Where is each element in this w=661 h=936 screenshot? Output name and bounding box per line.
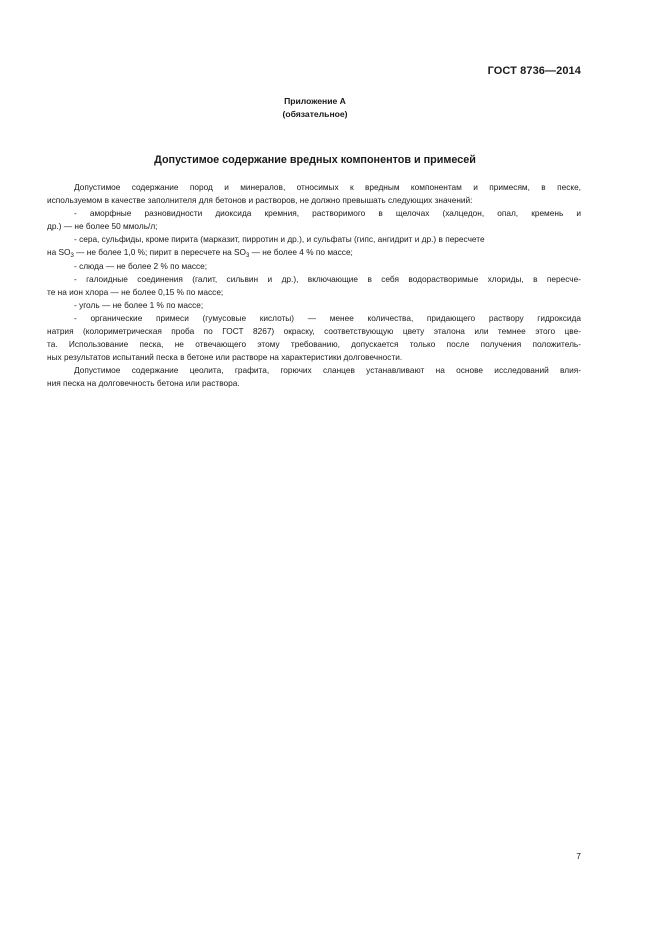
list-item-line xyxy=(47,246,581,259)
list-item-line: натрия (колориметрическая проба по ГОСТ 8267) окраску, соответствующую цвету эталона или темнее этого цве- xyxy=(47,326,581,337)
list-item-line: те на ион хлора — не более 0,15 % по массе; xyxy=(47,286,224,297)
section-title: Допустимое содержание вредных компонентов и примесей xyxy=(154,154,476,166)
list-item-line: - галоидные соединения (галит, сильвин и др.), включающие в себя водорастворимые хлориды, в пересче- xyxy=(74,273,581,284)
list-item-line: - слюда — не более 2 % по массе; xyxy=(74,260,208,271)
page-number: 7 xyxy=(576,851,581,861)
list-item-line: та. Использование песка, не отвечающего этому требованию, допускается только после получения положитель- xyxy=(47,339,581,350)
body-text xyxy=(47,181,581,391)
list-item-line: - сера, сульфиды, кроме пирита (марказит, пирротин и др.), и сульфаты (гипс, ангидрит и др.) в пересчете xyxy=(74,234,485,245)
appendix-label: Приложение А xyxy=(284,96,346,106)
paragraph-line: используемом в качестве заполнителя для бетонов и растворов, не должно превышать следующих значений: xyxy=(47,195,473,206)
standard-header: ГОСТ 8736—2014 xyxy=(487,65,581,77)
list-item-line: - аморфные разновидности диоксида кремния, растворимого в щелочах (халцедон, опал, кремень и xyxy=(74,208,581,219)
list-item-line: ных результатов испытаний песка в бетоне или растворе на характеристики долговечности. xyxy=(47,352,403,363)
paragraph-line: ния песка на долговечность бетона или раствора. xyxy=(47,378,240,389)
paragraph-line: Допустимое содержание цеолита, графита, горючих сланцев устанавливают на основе исследований влия- xyxy=(74,365,581,376)
text-segment: — не более 1,0 %; пирит в пересчете на SO xyxy=(73,247,246,258)
text-segment: на SO xyxy=(47,247,71,258)
subscript: 3 xyxy=(246,253,250,260)
appendix-status: (обязательное) xyxy=(282,109,348,119)
paragraph-line: Допустимое содержание пород и минералов, относимых к вредным компонентам и примесям, в песке, xyxy=(74,182,581,192)
list-item-line: - органические примеси (гумусовые кислоты) — менее количества, придающего раствору гидроксида xyxy=(74,312,581,323)
list-item-line: др.) — не более 50 ммоль/л; xyxy=(47,221,158,232)
subscript: 3 xyxy=(70,253,74,260)
list-item-line: - уголь — не более 1 % по массе; xyxy=(74,299,204,310)
text-segment: — не более 4 % по массе; xyxy=(249,247,353,258)
